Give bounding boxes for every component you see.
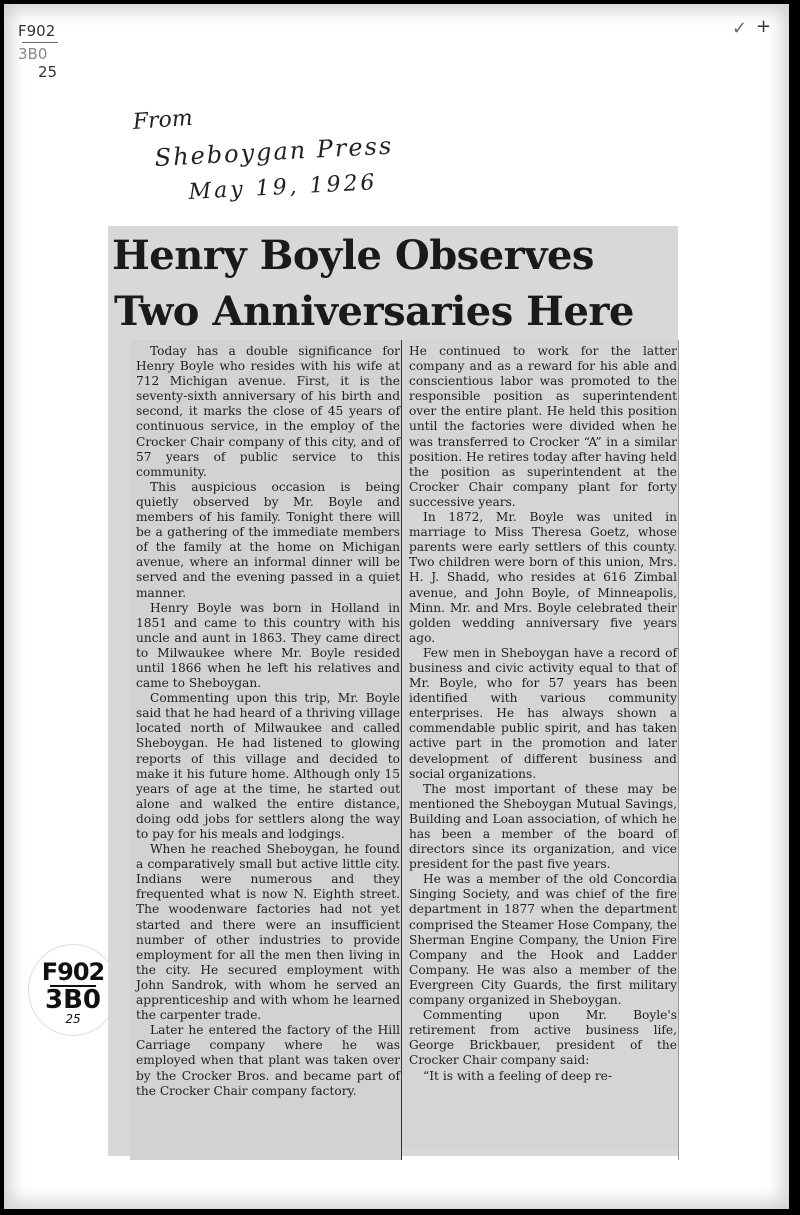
- article-column-2: [409, 344, 677, 1084]
- paragraph: He continued to work for the latter company and as a reward for his able and conscientious labor was promoted to the responsible position as superintendent over the entire plant. He held this position until the factories were divided when he was transferred to Crocker “A” in a similar position. He retires today after having held the position as superintendent at the Crocker Chair company plant for forty successive years.: [409, 344, 677, 509]
- paragraph: He was a member of the old Concordia Singing Society, and was chief of the fire department in 1877 when the department comprised the Steamer Hose Company, the Sherman Engine Company, the Union Fire Company and the Hook and Ladder Company. He was also a member of the Evergreen City Guards, the first military company organized in Sheboygan.: [409, 872, 677, 1008]
- column-divider: [401, 340, 402, 1160]
- paragraph: Later he entered the factory of the Hill Carriage company where he was employed when that plant was taken over by the Crocker Bros. and became part of the Crocker Chair company factory.: [136, 1023, 400, 1098]
- headline-line-2: Two Anniversaries Here: [114, 288, 634, 335]
- handwritten-source: Sheboygan Press: [154, 131, 394, 172]
- catalog-line-1: F902: [18, 22, 56, 40]
- paragraph: Commenting upon this trip, Mr. Boyle said that he had heard of a thriving village located north of Milwaukee and called Sheboygan. He had listened to glowing reports of this village and decided to make it his future home. Although only 15 years of age at the time, he started out alone and walked the entire distance, doing odd jobs for settlers along the way to pay for his meals and lodgings.: [136, 691, 400, 841]
- article-column-1: [136, 344, 400, 1099]
- paragraph: “It is with a feeling of deep re-: [423, 1068, 612, 1083]
- handwritten-date: May 19, 1926: [188, 170, 379, 205]
- catalog-line-2: 3B0: [18, 45, 48, 63]
- paragraph: Commenting upon Mr. Boyle's retirement from active business life, George Brickbauer, president of the Crocker Chair company said:: [409, 1008, 677, 1068]
- stamp-line-1: F902: [41, 958, 105, 986]
- catalog-number-top: [18, 22, 58, 81]
- column-edge: [678, 340, 679, 1160]
- paragraph: Few men in Sheboygan have a record of business and civic activity equal to that of Mr. Boyle, who for 57 years has been identified with various community enterprises. He has always shown a commendable public spirit, and has taken active part in the promotion and later development of different business and social organizations.: [409, 645, 677, 781]
- stamp-line-2: 3B0: [45, 985, 101, 1015]
- catalog-stamp: [28, 944, 118, 1036]
- article-headline: [112, 228, 672, 340]
- catalog-divider: [22, 42, 58, 43]
- paragraph: When he reached Sheboygan, he found a comparatively small but active little city. Indians were numerous and they frequented what is now N. Eighth street. The woodenware factories had not yet started and there were an insufficient number of other industries to provide employment for all the men then living in the city. He secured employment with John Sandrok, with whom he served an apprenticeship and with whom he learned the carpenter trade.: [136, 842, 400, 1023]
- paragraph: This auspicious occasion is being quietly observed by Mr. Boyle and members of his family. Tonight there will be a gathering of the immediate members of the family at the home on Michigan avenue, where an informal dinner will be served and the evening passed in a quiet manner.: [136, 479, 400, 600]
- paragraph: In 1872, Mr. Boyle was united in marriage to Miss Theresa Goetz, whose parents were early settlers of this county. Two children were born of this union, Mrs. H. J. Shadd, who resides at 616 Zimbal avenue, and John Boyle, of Minneapolis, Minn. Mr. and Mrs. Boyle celebrated their golden wedding anniversary five years ago.: [409, 510, 677, 645]
- paragraph: Henry Boyle was born in Holland in 1851 and came to this country with his uncle and aunt in 1863. They came direct to Milwaukee where Mr. Boyle resided until 1866 when he left his relatives and came to Sheboygan.: [136, 600, 400, 691]
- plus-mark-icon: +: [756, 16, 772, 37]
- stamp-line-3: 25: [65, 1012, 81, 1026]
- catalog-line-3: 25: [38, 63, 58, 81]
- headline-line-1: Henry Boyle Observes: [112, 232, 594, 279]
- handwritten-from: From: [132, 105, 194, 135]
- paragraph: Today has a double significance for Henry Boyle who resides with his wife at 712 Michigan avenue. First, it is the seventy-sixth anniversary of his birth and second, it marks the close of 45 years of continuous service, in the employ of the Crocker Chair company of this city, and of 57 years of public service to this community.: [136, 344, 400, 479]
- paragraph: The most important of these may be mentioned the Sheboygan Mutual Savings, Building and Loan association, of which he has been a member of the board of directors since its organization, and vice president for the past five years.: [409, 781, 677, 872]
- check-mark-icon: ✓: [732, 18, 748, 39]
